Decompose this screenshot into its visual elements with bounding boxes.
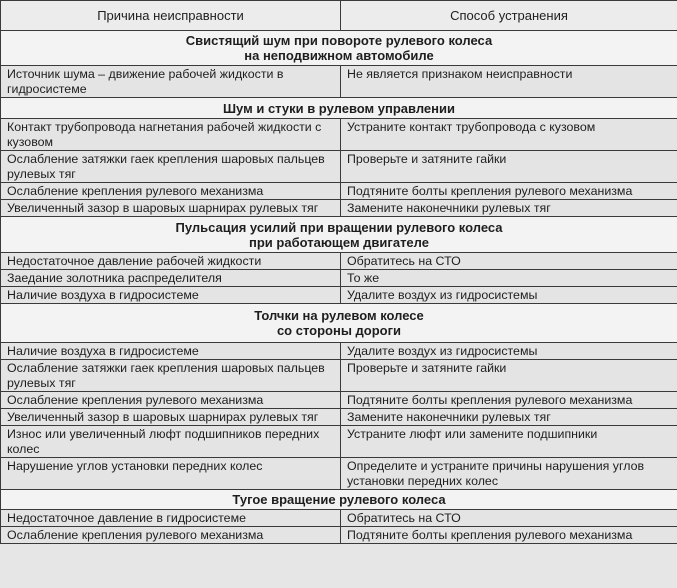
cause-cell: Недостаточное давление рабочей жидкости bbox=[1, 253, 341, 270]
section-header bbox=[1, 31, 677, 66]
section-title-line: Пульсация усилий при вращении рулевого колеса bbox=[175, 219, 503, 235]
remedy-cell: Подтяните болты крепления рулевого механизма bbox=[341, 392, 677, 409]
remedy-cell: Замените наконечники рулевых тяг bbox=[341, 200, 677, 217]
section-title-line: Толчки на рулевом колесе bbox=[254, 308, 424, 323]
remedy-cell: Удалите воздух из гидросистемы bbox=[341, 343, 677, 360]
section-title-line: Шум и стуки в рулевом управлении bbox=[222, 100, 455, 116]
section-title-line: Свистящий шум при повороте рулевого колеса bbox=[185, 33, 493, 48]
section-header bbox=[1, 217, 677, 253]
section-header bbox=[1, 490, 677, 510]
cause-cell: Ослабление крепления рулевого механизма bbox=[1, 527, 341, 544]
table-row bbox=[1, 66, 677, 98]
section-title-line: при работающем двигателе bbox=[249, 234, 429, 250]
remedy-cell: Проверьте и затяните гайки bbox=[341, 151, 677, 183]
column-header-remedy: Способ устранения bbox=[341, 1, 677, 31]
table-row bbox=[1, 409, 677, 426]
remedy-cell: Устраните контакт трубопровода с кузовом bbox=[341, 119, 677, 151]
remedy-cell: Подтяните болты крепления рулевого механизма bbox=[341, 183, 677, 200]
table-row bbox=[1, 200, 677, 217]
table-row bbox=[1, 270, 677, 287]
section-title bbox=[1, 304, 677, 343]
cause-cell: Наличие воздуха в гидросистеме bbox=[1, 287, 341, 304]
remedy-cell: Удалите воздух из гидросистемы bbox=[341, 287, 677, 304]
cause-cell: Недостаточное давление в гидросистеме bbox=[1, 510, 341, 527]
table-row bbox=[1, 510, 677, 527]
cause-cell: Наличие воздуха в гидросистеме bbox=[1, 343, 341, 360]
section-header bbox=[1, 304, 677, 343]
table-row bbox=[1, 287, 677, 304]
table-row bbox=[1, 151, 677, 183]
column-header-cause: Причина неисправности bbox=[1, 1, 341, 31]
section-title-line: со стороны дороги bbox=[276, 323, 402, 338]
table-row bbox=[1, 426, 677, 458]
remedy-cell: Замените наконечники рулевых тяг bbox=[341, 409, 677, 426]
cause-cell: Нарушение углов установки передних колес bbox=[1, 458, 341, 490]
table-row bbox=[1, 527, 677, 544]
cause-cell: Увеличенный зазор в шаровых шарнирах рулевых тяг bbox=[1, 409, 341, 426]
cause-cell: Контакт трубопровода нагнетания рабочей жидкости с кузовом bbox=[1, 119, 341, 151]
section-title bbox=[1, 490, 677, 510]
table-row bbox=[1, 360, 677, 392]
header-row bbox=[1, 1, 677, 31]
section-title-line: на неподвижном автомобиле bbox=[244, 48, 434, 63]
remedy-cell: Устраните люфт или замените подшипники bbox=[341, 426, 677, 458]
table-row bbox=[1, 119, 677, 151]
section-header bbox=[1, 98, 677, 119]
cause-cell: Ослабление крепления рулевого механизма bbox=[1, 392, 341, 409]
section-title bbox=[1, 98, 677, 119]
remedy-cell: Обратитесь на СТО bbox=[341, 510, 677, 527]
remedy-cell: Обратитесь на СТО bbox=[341, 253, 677, 270]
remedy-cell: То же bbox=[341, 270, 677, 287]
table-row bbox=[1, 458, 677, 490]
cause-cell: Ослабление затяжки гаек крепления шаровых пальцев рулевых тяг bbox=[1, 151, 341, 183]
cause-cell: Заедание золотника распределителя bbox=[1, 270, 341, 287]
remedy-cell: Проверьте и затяните гайки bbox=[341, 360, 677, 392]
table-row bbox=[1, 183, 677, 200]
cause-cell: Увеличенный зазор в шаровых шарнирах рулевых тяг bbox=[1, 200, 341, 217]
remedy-cell: Определите и устраните причины нарушения углов установки передних колес bbox=[341, 458, 677, 490]
remedy-cell: Подтяните болты крепления рулевого механизма bbox=[341, 527, 677, 544]
section-title-line: Тугое вращение рулевого колеса bbox=[232, 492, 446, 507]
remedy-cell: Не является признаком неисправности bbox=[341, 66, 677, 98]
section-title bbox=[1, 31, 677, 66]
cause-cell: Ослабление затяжки гаек крепления шаровых пальцев рулевых тяг bbox=[1, 360, 341, 392]
section-title bbox=[1, 217, 677, 253]
table-row bbox=[1, 343, 677, 360]
table-row bbox=[1, 253, 677, 270]
cause-cell: Ослабление крепления рулевого механизма bbox=[1, 183, 341, 200]
cause-cell: Износ или увеличенный люфт подшипников передних колес bbox=[1, 426, 341, 458]
table-row bbox=[1, 392, 677, 409]
cause-cell: Источник шума – движение рабочей жидкости в гидросистеме bbox=[1, 66, 341, 98]
